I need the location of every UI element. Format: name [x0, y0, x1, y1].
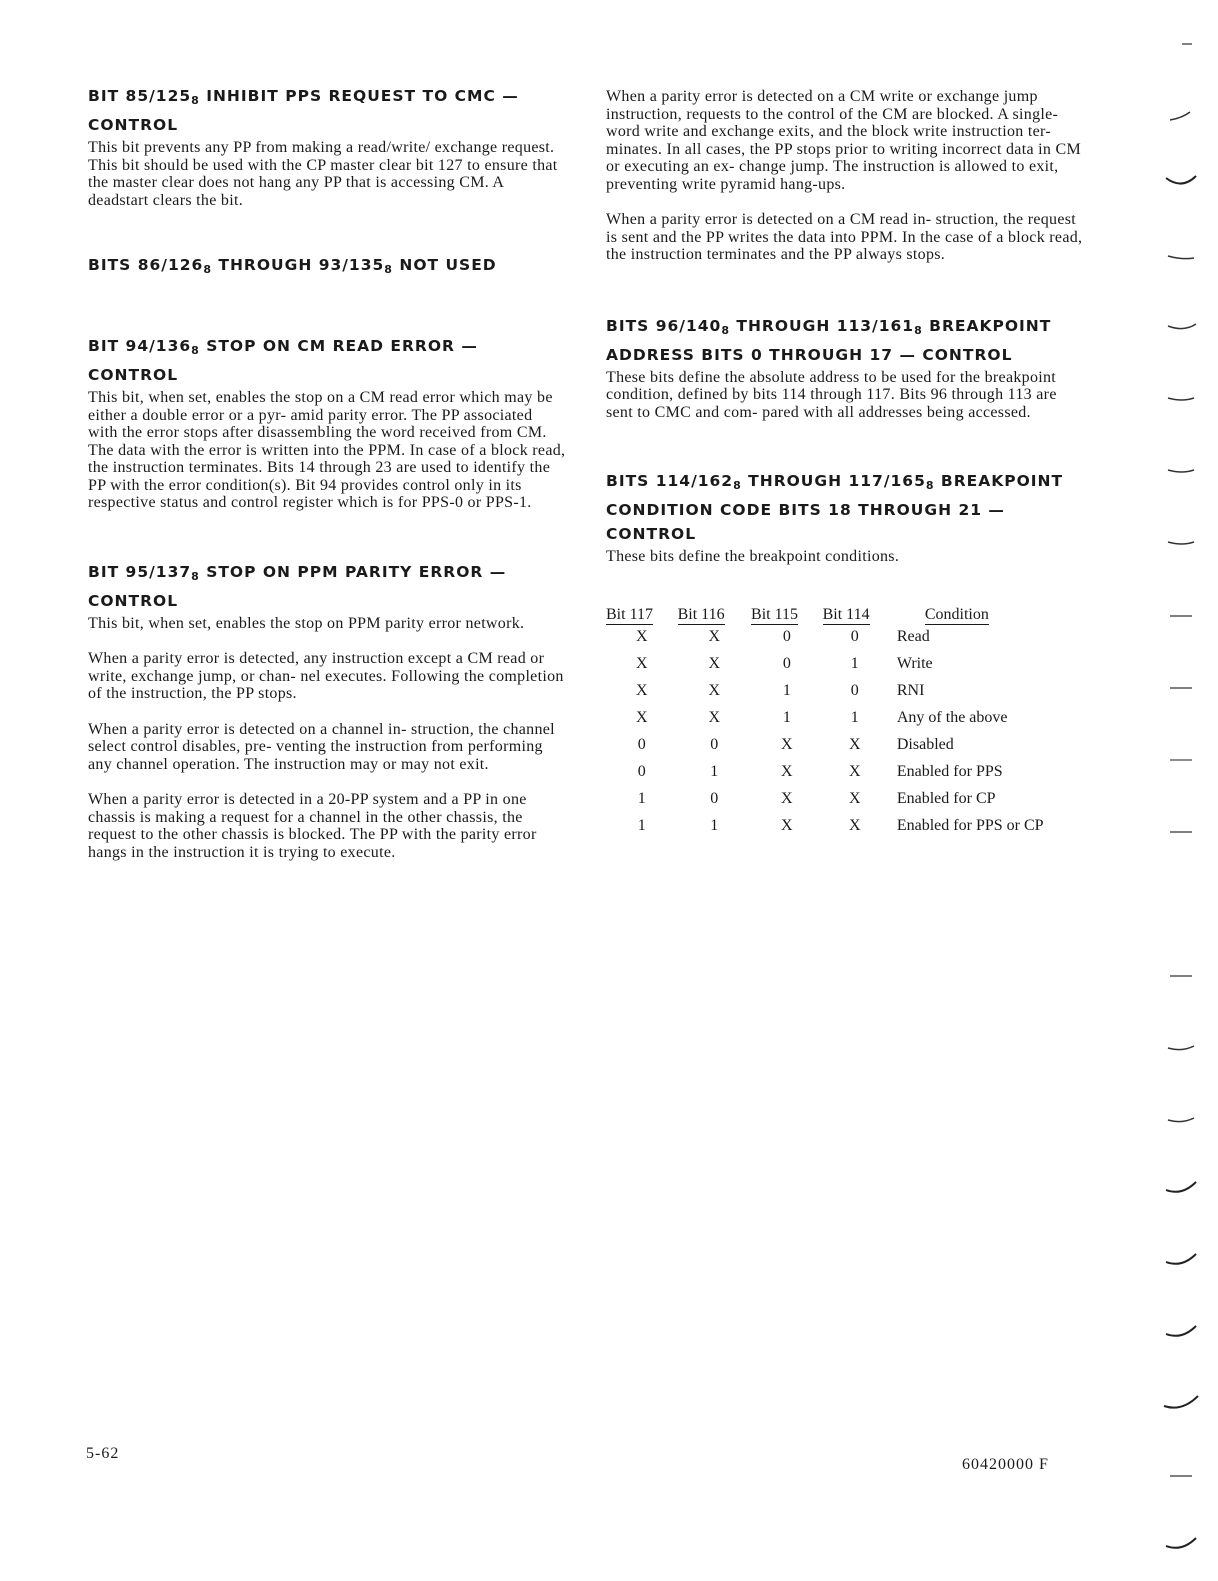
- document-number: 60420000 F: [962, 1456, 1049, 1473]
- table-header-row: [606, 606, 1086, 628]
- section-bit-94: [88, 334, 566, 512]
- heading-bits-114: BITS $114/162_8$ THROUGH $117/165_8$ BREAKPOINT CONDITION CODE BITS 18 THROUGH 21 — CONTROL: [606, 472, 1064, 543]
- section-bits-96: [606, 314, 1086, 422]
- table-row: 1 1 X X Enabled for PPS or CP: [637, 816, 1044, 834]
- left-column: [88, 84, 566, 899]
- table-row: X X 0 0 Read: [636, 627, 930, 645]
- table-row: X X 0 1 Write: [636, 654, 933, 672]
- column-header: Bit 114: [822, 605, 870, 623]
- section-bit-95: [88, 560, 566, 862]
- section-bit-85: [88, 84, 566, 209]
- paragraph: When a parity error is detected on a CM read in- struction, the request is sent and the PP writes the data into PPM. In the case of a block read, the instruction terminates and the PP always stops.: [606, 211, 1083, 263]
- paragraph: This bit, when set, enables the stop on PPM parity error network.: [88, 614, 525, 632]
- binding-hole-marks: [1160, 0, 1200, 1581]
- breakpoint-condition-table: [606, 606, 1086, 844]
- column-header: Bit 117: [606, 605, 653, 623]
- table-row: 1 0 X X Enabled for CP: [637, 789, 996, 807]
- heading-bit-85: BIT $85/125_8$ INHIBIT PPS REQUEST TO CMC — CONTROL: [88, 87, 519, 134]
- paragraph: When a parity error is detected on a CM write or exchange jump instruction, requests to the control of the CM are blocked. A single-word write and exchange exits, and the block write instruction ter- minates. In all cases, the PP stops prior to writing incorrect data in CM or executing an ex- change jump. The instruction is allowed to exit, preventing write pyramid hang-ups.: [606, 88, 1082, 193]
- heading-bits-86: BITS $86/126_8$ THROUGH $93/135_8$ NOT USED: [88, 256, 497, 276]
- column-header: Bit 115: [751, 605, 798, 623]
- table-row: X X 1 0 RNI: [636, 681, 925, 699]
- heading-bit-95: BIT $95/137_8$ STOP ON PPM PARITY ERROR — CONTROL: [88, 562, 507, 610]
- paragraph: When a parity error is detected on a channel in- struction, the channel select control disables, pre- venting the instruction from performing any channel operation. The instruction may or may not exit.: [88, 720, 555, 773]
- section-bits-114: [606, 469, 1086, 844]
- table-row: X X 1 1 Any of the above: [636, 708, 1008, 726]
- section-bits-86: [88, 253, 566, 282]
- paragraph: When a parity error is detected in a 20-PP system and a PP in one chassis is making a request for a channel in the other chassis, the request to the other chassis is blocked. The PP with the parity error hangs in the instruction it is trying to execute.: [88, 791, 537, 861]
- paragraph: This bit prevents any PP from making a read/write/ exchange request. This bit should be used with the CP master clear bit 127 to ensure that the master clear does not hang any PP that is accessing CM. A deadstart clears the bit.: [88, 139, 558, 209]
- table-row: 0 1 X X Enabled for PPS: [637, 762, 1003, 780]
- paragraph: This bit, when set, enables the stop on a CM read error which may be either a double error or a pyr- amid parity error. The PP associated with the error stops after disassembling the word received from CM. The data with the error is written into the PPM. In case of a block read, the instruction terminates. Bits 14 through 23 are used to identify the PP with the error condition(s). Bit 94 provides control only in its respective status and control register which is for PPS-0 or PPS-1.: [88, 389, 566, 511]
- paragraph: These bits define the breakpoint conditions.: [606, 548, 900, 565]
- column-header: Bit 116: [677, 605, 725, 623]
- heading-bit-94: BIT $94/136_8$ STOP ON CM READ ERROR — CONTROL: [88, 337, 478, 384]
- paragraph: These bits define the absolute address to be used for the breakpoint condition, defined by bits 114 through 117. Bits 96 through 113 are sent to CMC and com- pared with all addresses being accessed.: [606, 368, 1057, 421]
- page-number: 5-62: [86, 1445, 120, 1462]
- heading-bits-96: BITS $96/140_8$ THROUGH $113/161_8$ BREAKPOINT ADDRESS BITS 0 THROUGH 17 — CONTROL: [606, 316, 1052, 364]
- table-row: 0 0 X X Disabled: [637, 735, 954, 753]
- paragraph: When a parity error is detected, any instruction except a CM read or write, exchange jump, or chan- nel executes. Following the completion of the instruction, the PP stops.: [88, 650, 564, 702]
- column-header: Condition: [924, 605, 989, 623]
- right-column: [606, 88, 1086, 882]
